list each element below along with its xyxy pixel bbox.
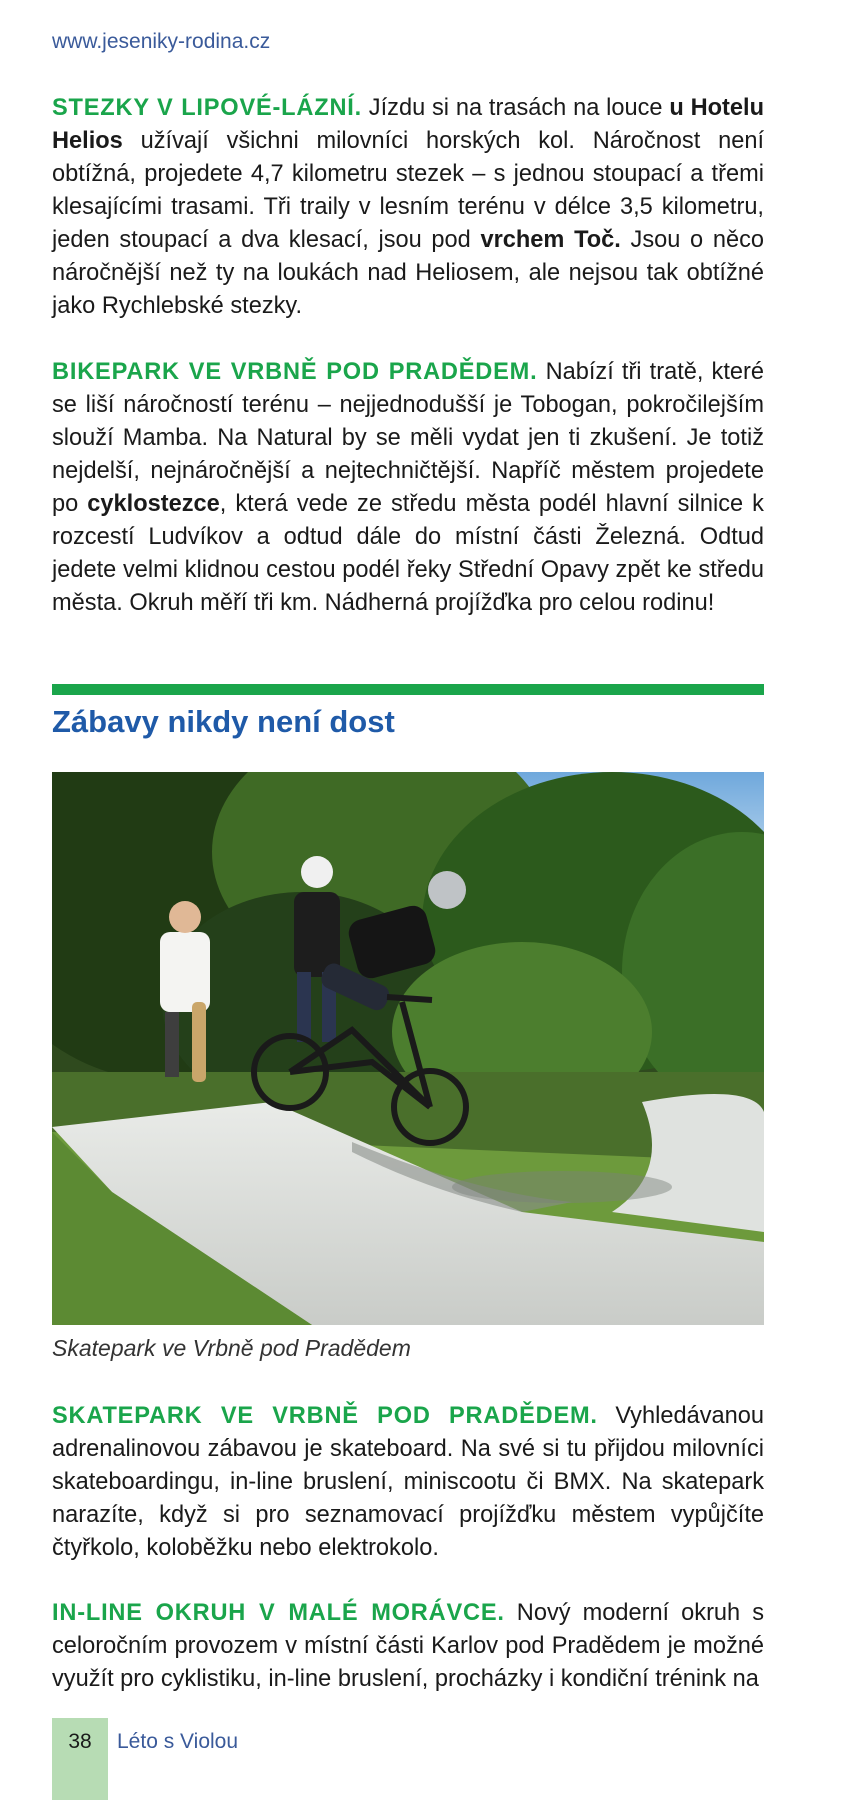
footer-title: Léto s Violou: [117, 1730, 239, 1753]
paragraph-bold: u Hotelu Helios: [52, 95, 764, 154]
paragraph-heading: STEZKY V LIPOVÉ-LÁZNÍ.: [52, 95, 362, 121]
section-title: Zábavy nikdy není dost: [52, 704, 395, 739]
paragraph-text: Jsou o něco náročnější než ty na loukách nad Heliosem, ale nejsou tak obtížné jako Rychlebské stezky.: [52, 227, 764, 319]
paragraph-text: Nový moderní okruh s celoročním provozem v místní části Karlov pod Pradědem je možné využít pro cyklistiku, in-line bruslení, procházky i kondiční trénink na: [52, 1600, 764, 1692]
page-number: 38: [68, 1730, 92, 1753]
paragraph-heading: IN-LINE OKRUH V MALÉ MORÁVCE.: [52, 1600, 505, 1626]
paragraph-text: Nabízí tři tratě, které se liší náročností terénu – nejjednodušší je Tobogan, pokročilejším slouží Mamba. Na Natural by se měli vydat jen ti zkušení. Je totiž nejdelší, nejnáročnější a nejtechničtější. Napříč městem projedete po: [52, 359, 764, 517]
paragraph-bold: cyklostezce: [87, 491, 220, 517]
photo-caption: Skatepark ve Vrbně pod Pradědem: [52, 1335, 411, 1361]
paragraph-bikepark: [52, 356, 764, 620]
skatepark-photo: [52, 772, 764, 1325]
section-divider: [52, 684, 764, 695]
paragraph-text: Jízdu si na trasách na louce: [362, 95, 670, 121]
paragraph-stezky-lipova: [52, 92, 764, 323]
paragraph-heading: BIKEPARK VE VRBNĚ POD PRADĚDEM.: [52, 359, 538, 385]
paragraph-text: , která vede ze středu města podél hlavní silnice k rozcestí Ludvíkov a odtud dále do místní části Železná. Odtud jedete velmi klidnou cestou podél řeky Střední Opavy zpět ke středu města. Okruh měří tři km. Nádherná projížďka pro celou rodinu!: [52, 491, 764, 616]
paragraph-bold: vrchem Toč.: [480, 227, 621, 253]
paragraph-text: Vyhledávanou adrenalinovou zábavou je skateboard. Na své si tu přijdou milovníci skateboardingu, in-line bruslení, miniscootu či BMX. Na skatepark narazíte, když si pro seznamovací projížďku městem vypůjčíte čtyřkolo, koloběžku nebo elektrokolo.: [52, 1403, 764, 1561]
page-tab: [52, 1718, 108, 1800]
site-url[interactable]: www.jeseniky-rodina.cz: [52, 30, 271, 53]
paragraph-text: užívají všichni milovníci horských kol. Náročnost není obtížná, projedete 4,7 kilometru stezek – s jednou stoupací a třemi klesajícími trasami. Tři traily v lesním terénu v délce 3,5 kilometru, jeden stoupací a dva klesací, jsou pod: [52, 128, 764, 253]
paragraph-skatepark: [52, 1400, 764, 1565]
paragraph-heading: SKATEPARK VE VRBNĚ POD PRADĚDEM.: [52, 1403, 598, 1429]
paragraph-inline-okruh: [52, 1597, 764, 1696]
